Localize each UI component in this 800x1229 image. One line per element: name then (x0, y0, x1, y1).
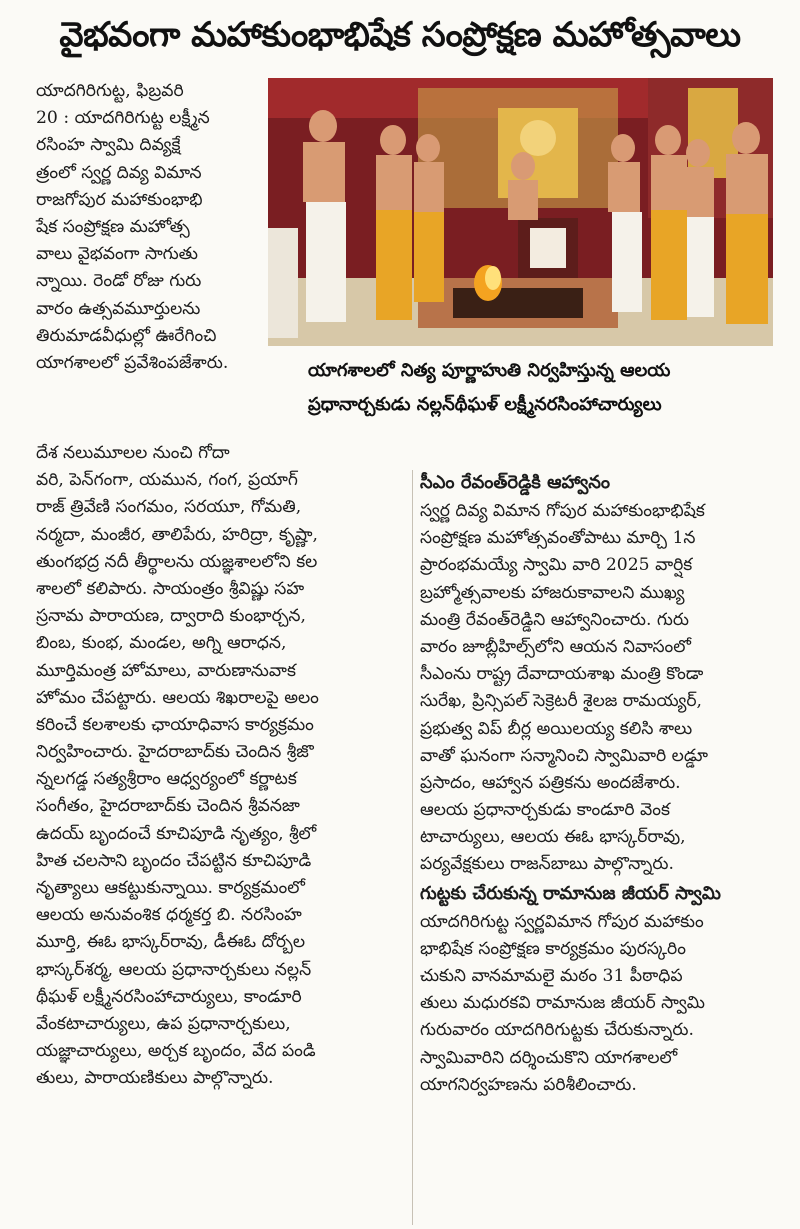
text-line: టాచార్యులు, ఆలయ ఈఓ భాస్కర్‌రావు, (420, 827, 686, 848)
text-line: వాతో ఘనంగా సన్మానించి స్వామివారి లడ్డూ (420, 745, 709, 766)
text-line: వారం ఉత్సవమూర్తులను (36, 298, 201, 319)
text-line: నృత్యాలు ఆకట్టుకున్నాయి. కార్యక్రమంలో (36, 878, 305, 898)
text-line: తులు మధురకవి రామానుజ జీయర్ స్వామి (420, 993, 705, 1014)
text-line: న్నాయి. రెండో రోజు గురు (36, 271, 202, 292)
text-line: యాగనిర్వహణను పరిశీలించారు. (420, 1074, 637, 1095)
text-line: ఉదయ్ బృందంచే కూచిపూడి నృత్యం, శ్రీలో (36, 823, 317, 844)
text-line: వారం జూబ్లీహిల్స్‌లోని ఆయన నివాసంలో (420, 636, 691, 657)
text-line: భాస్కర్‌శర్మ, ఆలయ ప్రధానార్చకులు నల్లన్ (36, 959, 312, 980)
text-line: న్నలగడ్డ సత్యశ్రీరాం ఆధ్వర్యంలో కర్ణాటక (36, 769, 297, 790)
text-line: చుకుని వానమామలై మఠం 31 పీఠాధిప (420, 966, 683, 986)
photo-caption (268, 354, 773, 434)
subhead-cm-invitation: సీఎం రేవంత్‌రెడ్డికి ఆహ్వానం (420, 472, 611, 493)
subhead-jeeyar-swamy: గుట్టకు చేరుకున్న రామానుజ జీయర్ స్వామి (420, 882, 721, 904)
text-line: వేంకటాచార్యులు, ఉప ప్రధానార్చకులు, (36, 1013, 291, 1034)
text-line: ఆలయ ప్రధానార్చకుడు కాండూరి వెంక (420, 800, 670, 821)
text-line: నిర్వహించారు. హైదరాబాద్‌కు చెందిన శ్రీజొ (36, 742, 314, 763)
text-line: థీఘళ్ లక్ష్మీనరసింహాచార్యులు, కాండూరి (36, 986, 302, 1007)
text-line: కరించే కలశాలకు ఛాయాధివాస కార్యక్రమం (36, 714, 314, 735)
text-line: భాభిషేక సంప్రోక్షణ కార్యక్రమం పురస్కరిం (420, 938, 686, 959)
text-line: సురేఖ, ప్రిన్సిపల్ సెక్రెటరీ శైలజ రామయ్యర్, (420, 691, 702, 712)
text-line: స్వర్ణ దివ్య విమాన గోపుర మహాకుంభాభిషేక (420, 501, 705, 521)
text-line: స్వామివారిని దర్శించుకొని యాగశాలలో (420, 1047, 678, 1068)
text-line: సంగీతం, హైదరాబాద్‌కు చెందిన శ్రీవనజా (36, 796, 300, 817)
text-line: స్రనామ పారాయణ, ద్వారాది కుంభార్చన, (36, 606, 306, 627)
ceremony-photo (268, 78, 773, 346)
text-line: సంప్రోక్షణ మహోత్సవంతోపాటు మార్చి 1న (420, 528, 696, 549)
text-line: సీఎంను రాష్ట్ర దేవాదాయశాఖ మంత్రి కొండా (420, 664, 704, 685)
section-cm-invitation (420, 498, 772, 879)
text-line: యాగశాలలో ప్రవేశింపజేశారు. (36, 352, 229, 373)
text-line: బింబ, కుంభ, మండల, అగ్ని ఆరాధన, (36, 633, 287, 654)
text-line: దేశ నలుమూలల నుంచి గోదా (36, 443, 230, 463)
text-line: మూర్తిమంత్ర హోమాలు, వారుణానువాక (36, 660, 296, 681)
caption-line: యాగశాలలో నిత్య పూర్ణాహుతి నిర్వహిస్తున్న ఆలయ (308, 360, 671, 381)
text-line: మంత్రి రేవంత్‌రెడ్డిని ఆహ్వానించారు. గురు (420, 609, 689, 630)
ceremony-photo-illustration (268, 78, 773, 346)
text-line: శాలలో కలిపారు. సాయంత్రం శ్రీవిష్ణు సహ (36, 578, 305, 599)
headline: వైభవంగా మహాకుంభాభిషేక సంప్రోక్షణ మహోత్సవాలు (59, 15, 741, 55)
text-line: రసింహ స్వామి దివ్యక్షే (36, 135, 181, 156)
text-line: గురువారం యాదగిరిగుట్టకు చేరుకున్నారు. (420, 1020, 694, 1041)
text-line: ప్రసాదం, ఆహ్వాన పత్రికను అందజేశారు. (420, 772, 681, 793)
text-line: వాలు వైభవంగా సాగుతు (36, 244, 198, 265)
text-line: తుంగభద్ర నదీ తీర్థాలను యజ్ఞశాలలోని కల (36, 551, 318, 572)
text-line: మూర్తి, ఈఓ భాస్కర్‌రావు, డీఈఓ దోర్బల (36, 932, 306, 953)
text-line: బ్రహ్మోత్సవాలకు హాజరుకావాలని ముఖ్య (420, 582, 685, 603)
text-line: తులు, పారాయణికులు పాల్గొన్నారు. (36, 1068, 274, 1089)
text-line: వరి, పెన్‌గంగా, యమున, గంగ, ప్రయాగ్ (36, 470, 298, 491)
text-line: పర్యవేక్షకులు రాజన్‌బాబు పాల్గొన్నారు. (420, 854, 674, 875)
column-divider (412, 470, 413, 1225)
text-line: హోమం చేపట్టారు. ఆలయ శిఖరాలపై అలం (36, 687, 319, 708)
section-jeeyar-swamy (420, 909, 772, 1099)
caption-line: ప్రధానార్చకుడు నల్లన్‌థీఘళ్ లక్ష్మీనరసింహాచార్యులు (308, 394, 662, 415)
text-line: యాదగిరిగుట్ట స్వర్ణవిమాన గోపుర మహాకుం (420, 911, 704, 932)
text-line: రాజ్ త్రివేణి సంగమం, సరయూ, గోమతి, (36, 497, 302, 518)
text-line: ప్రభుత్వ విప్ బీర్ల అయిలయ్య కలిసి శాలు (420, 718, 693, 739)
text-line: రాజగోపుర మహాకుంభాభి (36, 189, 203, 210)
text-line: త్రంలో స్వర్ణ దివ్య విమాన (36, 162, 202, 183)
text-line: షేక సంప్రోక్షణ మహోత్స (36, 216, 190, 237)
article-right (420, 472, 772, 1099)
text-line: నర్మదా, మంజీర, తాలిపేరు, హరిద్రా, కృష్ణా, (36, 524, 318, 545)
text-line: యాదగిరిగుట్ట, ఫిబ్రవరి (36, 81, 184, 101)
article-left-top (36, 78, 258, 377)
text-line: 20 : యాదగిరిగుట్ట లక్ష్మీన (36, 108, 210, 129)
text-line: ఆలయ అనువంశిక ధర్మకర్త బి. నరసింహ (36, 905, 302, 926)
text-line: ప్రారంభమయ్యే స్వామి వారి 2025 వార్షిక (420, 555, 693, 576)
text-line: తిరుమాడవీధుల్లో ఊరేగించి (36, 325, 217, 346)
article-left-bottom (36, 440, 406, 1093)
text-line: యజ్ఞాచార్యులు, అర్చక బృందం, వేద పండి (36, 1041, 316, 1062)
text-line: హిత చలసాని బృందం చేపట్టిన కూచిపూడి (36, 850, 312, 871)
